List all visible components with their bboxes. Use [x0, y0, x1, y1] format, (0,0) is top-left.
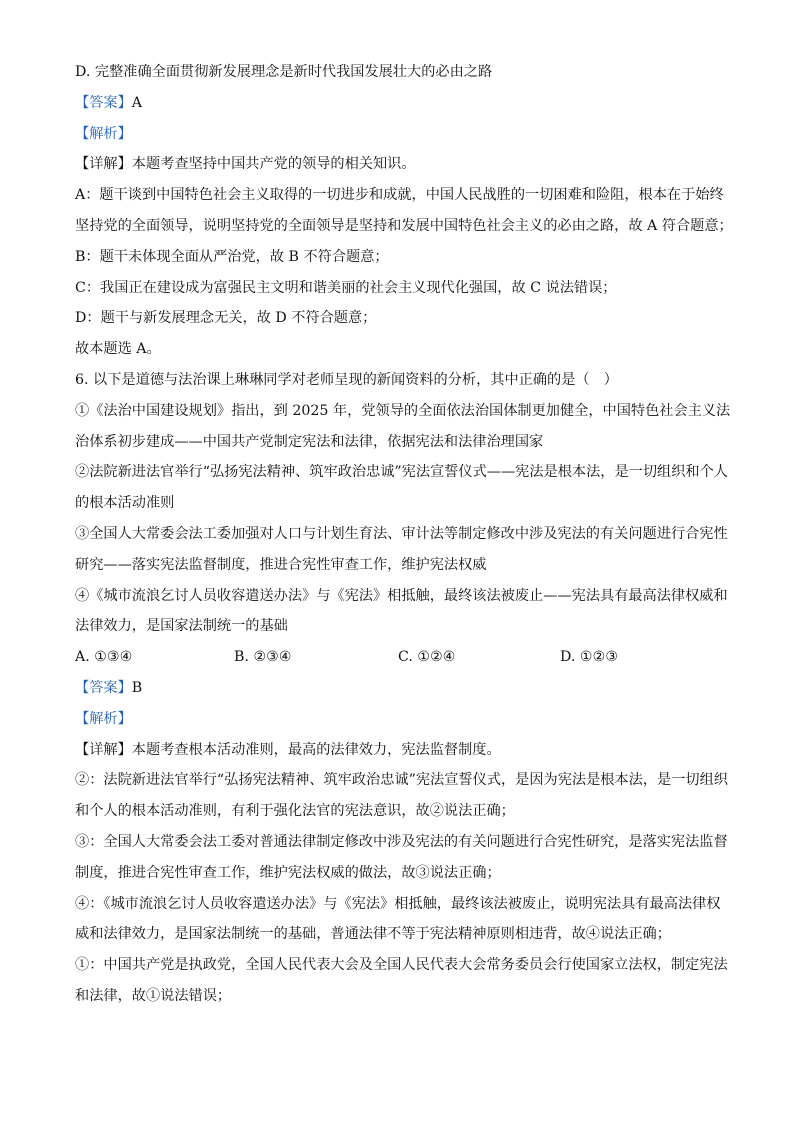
explanation-4-line-2: 威和法律效力，是国家法制统一的基础，普通法律不等于宪法精神原则相违背，故④说法正确；: [75, 926, 671, 943]
statement-2-line-2: 的根本活动准则: [75, 495, 175, 512]
statement-3-line-2: 研究——落实宪法监督制度，推进合宪性审查工作，维护宪法权威: [75, 556, 487, 573]
explanation-2-line-2: 和个人的根本活动准则，有利于强化法官的宪法意识，故②说法正确；: [75, 803, 515, 820]
explanation-d: D：题干与新发展理念无关，故 D 不符合题意；: [75, 310, 377, 327]
statement-4-line-2: 法律效力，是国家法制统一的基础: [75, 618, 288, 635]
explanation-1-line-1: ①：中国共产党是执政党，全国人民代表大会及全国人民代表大会常务委员会行使国家立法权，制定宪法: [75, 957, 728, 974]
explanation-2-line-1: ②：法院新进法官举行“弘扬宪法精神、筑牢政治忠诚”宪法宣誓仪式，是因为宪法是根本法，是一切组织: [75, 772, 728, 789]
analysis-tag-2: [75, 709, 725, 729]
answer-line-2: [75, 678, 725, 698]
answer-tag: 【答案】: [75, 679, 132, 696]
explanation-3-line-1: ③：全国人大常委会法工委对普通法律制定修改中涉及宪法的有关问题进行合宪性研究，是落实宪法监督: [75, 833, 728, 850]
answer-value: A: [131, 94, 143, 111]
explanation-b: B：题干未体现全面从严治党，故 B 不符合题意；: [75, 248, 389, 265]
detail-line-1: [75, 154, 725, 174]
statement-3-line-1: ③全国人大常委会法工委加强对人口与计划生育法、审计法等制定修改中涉及宪法的有关问题进行合宪性: [75, 525, 728, 542]
explanation-1-line-2: 和法律，故①说法错误；: [75, 987, 232, 1004]
statement-4-line-1: ④《城市流浪乞讨人员收容遣送办法》与《宪法》相抵触，最终该法被废止——宪法具有最高法律权威和: [75, 587, 728, 604]
option-d: D. ①②③: [560, 649, 619, 666]
analysis-label: 【解析】: [75, 710, 132, 727]
option-d-text-prev-question: D. 完整准确全面贯彻新发展理念是新时代我国发展壮大的必由之路: [75, 64, 493, 80]
answer-value: B: [131, 679, 143, 696]
conclusion-1: 故本题选 A。: [75, 341, 161, 358]
detail-text: 本题考查根本活动准则，最高的法律效力，宪法监督制度。: [131, 741, 501, 758]
answer-options: [75, 647, 725, 667]
statement-2-line-1: ②法院新进法官举行“弘扬宪法精神、筑牢政治忠诚”宪法宣誓仪式——宪法是根本法，是一切组织和个人: [75, 464, 728, 481]
explanation-a-line-2: 坚持党的全面领导，说明坚持党的全面领导是坚持和发展中国特色社会主义的必由之路，故 A 符合题意；: [75, 217, 733, 234]
detail-tag: 【详解】: [75, 156, 132, 173]
option-c: C. ①②④: [398, 649, 456, 666]
statement-1-line-2: 治体系初步建成——中国共产党制定宪法和法律，依据宪法和法律治理国家: [75, 433, 544, 450]
answer-line-1: [75, 93, 725, 113]
option-a: A. ①③④: [75, 649, 133, 666]
explanation-4-line-1: ④：《城市流浪乞讨人员收容遣送办法》与《宪法》相抵触，最终该法被废止，说明宪法具有最高法律权: [75, 895, 721, 912]
analysis-label: 【解析】: [75, 125, 132, 142]
explanation-3-line-2: 制度，推进合宪性审查工作，维护宪法权威的做法，故③说法正确；: [75, 864, 501, 881]
answer-tag: 【答案】: [75, 94, 132, 111]
explanation-c: C：我国正在建设成为富强民主文明和谐美丽的社会主义现代化强国，故 C 说法错误；: [75, 279, 617, 296]
detail-tag: 【详解】: [75, 741, 132, 758]
question-6-stem: 6. 以下是道德与法治课上琳琳同学对老师呈现的新闻资料的分析，其中正确的是（ ）: [75, 371, 618, 388]
explanation-a-line-1: A：题干谈到中国特色社会主义取得的一切进步和成就，中国人民战胜的一切困难和险阻，根本在于始终: [75, 187, 724, 204]
analysis-tag-1: [75, 124, 725, 144]
document-page: [75, 62, 733, 1006]
detail-line-2: [75, 740, 725, 760]
detail-text: 本题考查坚持中国共产党的领导的相关知识。: [131, 156, 416, 173]
option-b: B. ②③④: [234, 649, 292, 666]
statement-1-line-1: ①《法治中国建设规划》指出，到 2025 年，党领导的全面依法治国体制更加健全，中国特色社会主义法: [75, 402, 731, 419]
